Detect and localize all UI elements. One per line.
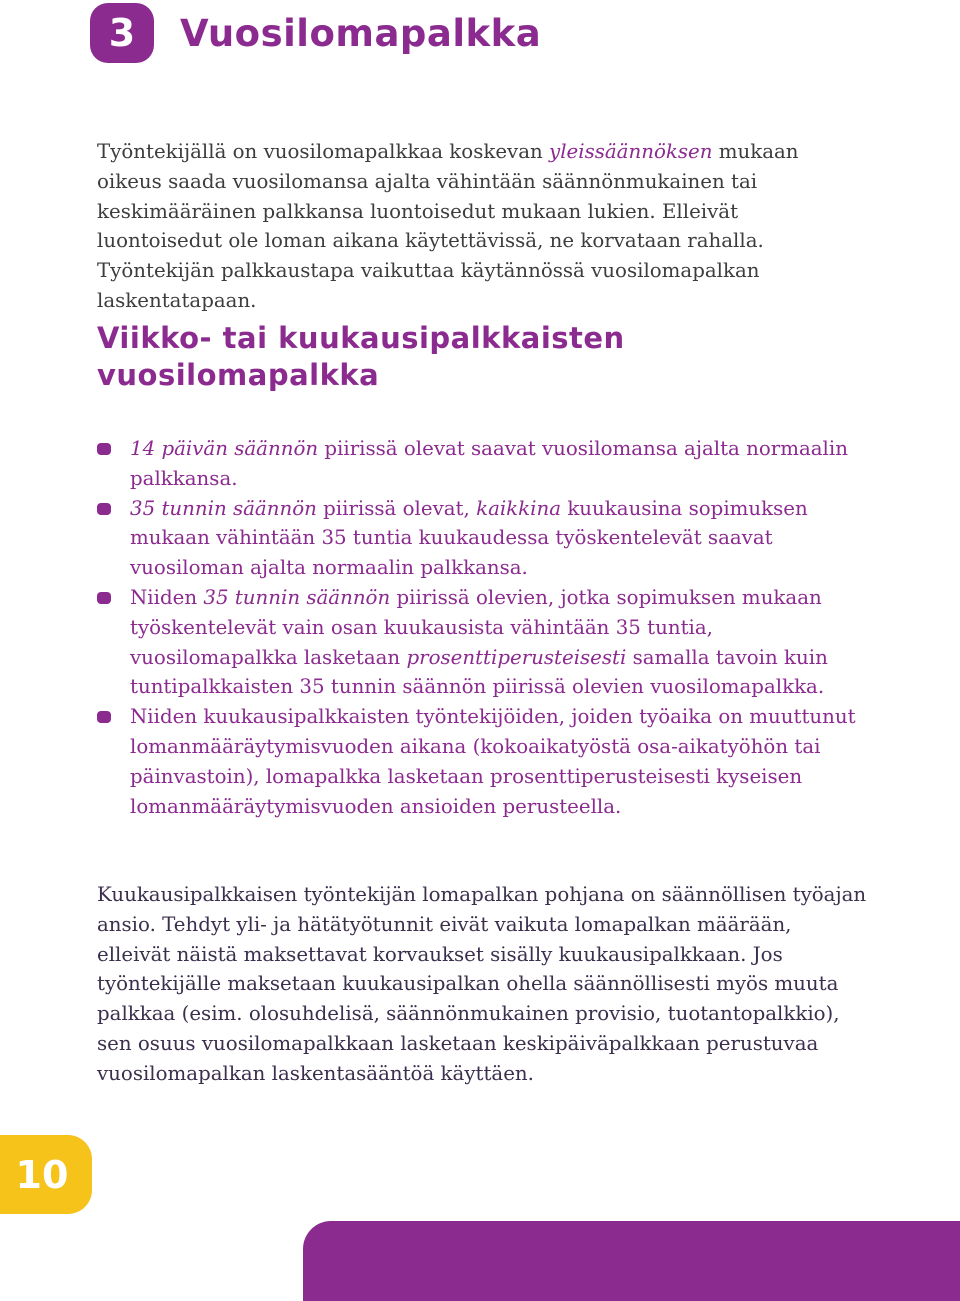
intro-emphasis: yleissäännöksen [549, 140, 713, 163]
bullet-item-14-day-rule [97, 434, 867, 494]
closing-paragraph: Kuukausipalkkaisen työntekijän lomapalkan pohjana on säännöllisen työajan ansio. Tehdyt yli- ja hätätyötunnit eivät vaikuta lomapalkan määrään, elleivät näistä maksettavat korvaukset sisälly kuukausipalkkaan. Jos työntekijälle maksetaan kuukausipalkan ohella säännöllisesti myös muuta palkkaa (esim. olosuhdelisä, säännönmukainen provisio, tuotantopalkkio), sen osuus vuosilomapalkkaan lasketaan keskipäiväpalkkaan perustuvaa vuosilomapalkan laskentasääntöä käyttäen. [97, 883, 867, 1085]
bullet-3-text-mid: piirissä olevien, jotka sopimuksen mukaan työskentelevät vain osan kuukausista vähintään 35 tuntia, vuosilomapalkka lasketaan [130, 585, 822, 669]
bullet-2-text: piirissä olevat, [316, 496, 477, 520]
intro-text-1: Työntekijällä on vuosilomapalkkaa koskevan [97, 140, 550, 163]
intro-text-2: mukaan oikeus saada vuosilomansa ajalta vähintään säännönmukainen tai keskimääräinen palkkansa luontoisedut mukaan lukien. Elleivät luontoisedut ole loman aikana käytettävissä, ne korvataan rahalla. Työntekijän palkkaustapa vaikuttaa käytännössä vuosilomapalkan laskentatapaan. [97, 140, 799, 312]
section-heading [97, 320, 797, 394]
footer-decoration [303, 1221, 960, 1301]
page-number-tab: 10 [0, 1135, 92, 1214]
bullet-3-text: Niiden [130, 585, 204, 609]
bullet-marker-icon [97, 443, 111, 455]
bullet-2-emphasis: 35 tunnin säännön [130, 496, 317, 520]
bullet-2-text-end: kuukausina sopimuksen mukaan vähintään 35 tuntia kuukaudessa työskentelevät saavat vuosiloman ajalta normaalin palkkansa. [130, 496, 808, 580]
section-heading-line-1: Viikko- tai kuukausipalkkaisten [97, 321, 625, 355]
bullet-1-text: piirissä olevat saavat vuosilomansa ajalta normaalin palkkansa. [130, 437, 848, 490]
bullet-item-changed-hours [97, 702, 867, 821]
bullet-2-emphasis-kaikkina: kaikkina [476, 496, 562, 520]
bullet-marker-icon [97, 711, 111, 723]
bullet-item-35-hour-rule [97, 494, 867, 583]
bullet-marker-icon [97, 503, 111, 515]
bullet-3-emphasis-percent: prosenttiperusteisesti [406, 645, 627, 669]
rules-bullet-list [97, 434, 867, 821]
intro-paragraph [97, 137, 867, 316]
bullet-1-emphasis: 14 päivän säännön [130, 437, 319, 460]
chapter-number-badge: 3 [90, 3, 154, 63]
chapter-title: Vuosilomapalkka [180, 12, 542, 55]
bullet-item-partial-months [97, 583, 867, 702]
bullet-marker-icon [97, 592, 111, 604]
section-heading-line-2: vuosilomapalkka [97, 358, 380, 392]
bullet-4-text: Niiden kuukausipalkkaisten työntekijöiden, joiden työaika on muuttunut lomanmääräytymisvuoden aikana (kokoaikatyöstä osa-aikatyöhön tai päinvastoin), lomapalkka lasketaan prosenttiperusteisesti kyseisen lomanmääräytymisvuoden ansioiden perusteella. [130, 705, 856, 818]
bullet-3-emphasis: 35 tunnin säännön [203, 585, 391, 609]
bullet-3-text-end: samalla tavoin kuin tuntipalkkaisten 35 tunnin säännön piirissä olevien vuosilomapalkka. [130, 645, 828, 699]
